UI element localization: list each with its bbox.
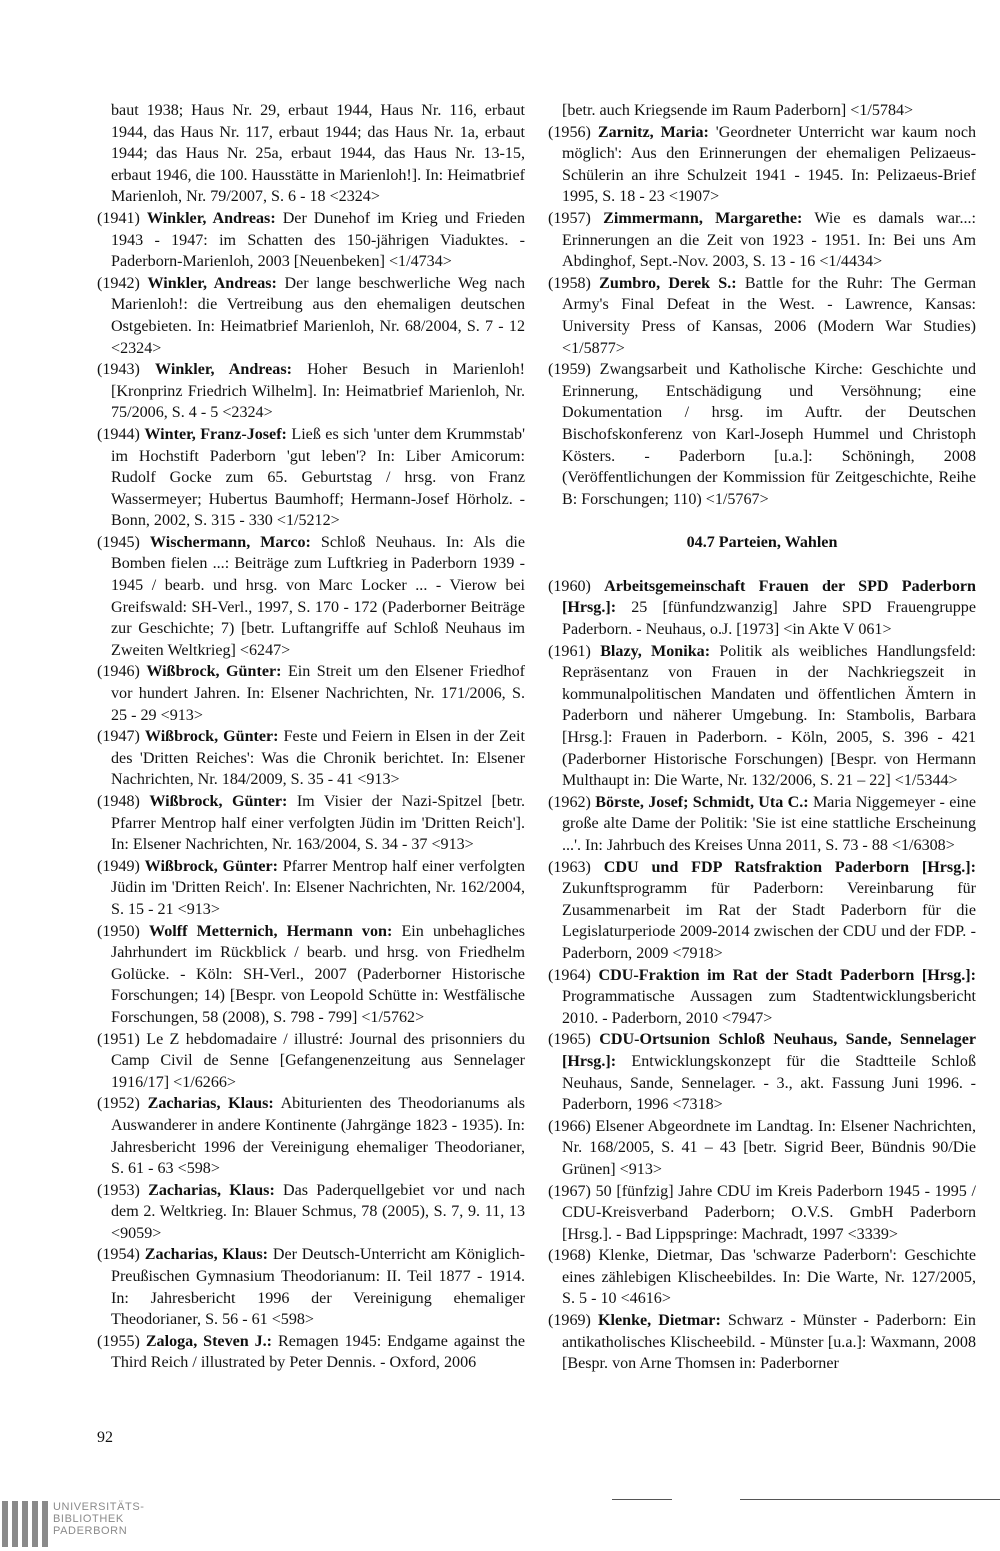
entry-number: (1953) [97, 1181, 140, 1199]
entry-text: 50 [fünfzig] Jahre CDU im Kreis Paderborn 1945 - 1995 / CDU-Kreisverband Paderborn; O.V.S. GmbH Paderborn [Hrsg.]. - Bad Lippspringe: Machradt, 1997 <3339> [562, 1182, 976, 1243]
entry-number: (1967) [548, 1182, 591, 1200]
entry-text: Im Visier der Nazi-Spitzel [betr. Pfarrer Mentrop half einer verfolgten Jüdin im 'Dritten Reich']. In: Elsener Nachrichten, Nr. 163/2004, S. 34 - 37 <913> [111, 793, 525, 854]
bibliography-entry [97, 1244, 525, 1330]
bibliography-entry [97, 661, 525, 726]
entry-text: Ein unbehagliches Jahrhundert im Rückblick / bearb. und hrsg. von Friedhelm Golücke. - Köln: SH-Verl., 2007 (Paderborner Historische Forschungen; 14) [Bespr. von Leopold Schütte in: Westfälische Forschungen, 58 (2008), S. 798 - 799] <1/5762> [111, 922, 526, 1026]
entry-text: Wie es damals war...: Erinnerungen an die Zeit von 1923 - 1951. In: Bei uns Am Abdinghof, Sept.-Nov. 2003, S. 13 - 16 <1/4434> [562, 209, 976, 271]
bibliography-entry [97, 359, 525, 424]
entry-author: Zacharias, Klaus: [148, 1181, 275, 1199]
entry-number: (1955) [97, 1332, 140, 1350]
entry-author: Winkler, Andreas: [146, 209, 276, 227]
entry-text: Zwangsarbeit und Katholische Kirche: Geschichte und Erinnerung, Entschädigung und Versöhnung; eine Dokumentation / hrsg. im Auftr. der Deutschen Bischofskonferenz von Karl-Joseph Hummel und Christoph Kösters. - Paderborn [u.a.]: Schöningh, 2008 (Veröffentlichungen der Kommission für Zeitgeschichte, Reihe B: Forschungen; 110) <1/5767> [562, 361, 976, 508]
entry-text: Entwicklungskonzept für die Stadtteile Schloß Neuhaus, Sande, Sennelager. - 3., akt. Fassung Juni 1996. - Paderborn, 1996 <7318> [562, 1052, 976, 1114]
entry-text: Klenke, Dietmar, Das 'schwarze Paderborn': Geschichte eines zählebigen Klischeebildes. In: Die Warte, Nr. 127/2005, S. 5 - 10 <4616> [562, 1247, 976, 1308]
scan-artifact-line [740, 1499, 1000, 1500]
entry-author: Wolff Metternich, Hermann von: [149, 922, 393, 940]
entry-author: Wißbrock, Günter: [144, 728, 279, 746]
entry-number: (1959) [548, 361, 591, 379]
entry-text: Ließ es sich 'unter dem Krummstab' im Hochstift Paderborn 'gut leben'? In: Liber Amicorum: Rudolf Gocke zum 65. Geburtstag / hrsg. von Franz Wassermeyer; Hubertus Baumhoff; Hermann-Josef Hörholz. - Bonn, 2002, S. 315 - 330 <1/5212> [111, 425, 525, 530]
entry-text: Der Deutsch-Unterricht am Königlich-Preußischen Gymnasium Theodorianum: II. Teil 1877 - 1914. In: Jahresbericht 1996 der Vereinigung ehemaliger Theodorianer, S. 56 - 61 <598> [111, 1246, 525, 1329]
entry-number: (1951) [97, 1030, 140, 1048]
bibliography-entry [548, 1029, 976, 1115]
entry-number: (1968) [548, 1247, 591, 1265]
entry-author: CDU-Fraktion im Rat der Stadt Paderborn [Hrsg.]: [598, 966, 976, 984]
scan-artifact-line [612, 1499, 672, 1500]
bibliography-entry [548, 857, 976, 965]
entry-number: (1956) [548, 123, 591, 141]
entry-number: (1952) [97, 1095, 140, 1113]
bibliography-entry [548, 1245, 976, 1310]
bibliography-entry [97, 921, 525, 1029]
bibliography-entry [548, 965, 976, 1030]
bibliography-entry [548, 208, 976, 273]
entry-author: Zumbro, Derek S.: [599, 274, 737, 292]
entry-number: (1943) [97, 361, 140, 379]
entry-number: (1966) [548, 1117, 591, 1135]
entry-number: (1949) [97, 857, 140, 875]
section-heading: 04.7 Parteien, Wahlen [686, 534, 838, 552]
bibliography-entry [97, 1093, 525, 1179]
entry-text: baut 1938; Haus Nr. 29, erbaut 1944, Haus Nr. 116, erbaut 1944, das Haus Nr. 117, erbaut 1944; das Haus Nr. 1a, erbaut 1944; das Haus Nr. 25a, erbaut 1944, das Haus Nr. 13-15, erbaut 1946, die 100. Hausstätte in Marienloh!]. In: Heimatbrief Marienloh, Nr. 79/2007, S. 6 - 18 <2324> [111, 102, 525, 206]
entry-number: (1961) [548, 642, 591, 660]
entry-number: (1945) [97, 533, 140, 551]
entry-number: (1944) [97, 425, 140, 443]
entry-text: Feste und Feiern in Elsen in der Zeit des 'Dritten Reiches': Was die Chronik berichtet. In: Elsener Nachrichten, Nr. 184/2009, S. 35 - 41 <913> [111, 728, 525, 789]
entry-text: Das Paderquellgebiet vor und nach dem 2. Weltkrieg. In: Blauer Schmus, 78 (2005), S. 7, 9. 11, 13 <9059> [111, 1181, 525, 1242]
entry-author: Zarnitz, Maria: [597, 123, 709, 141]
right-column [548, 100, 976, 1375]
bibliography-entry [548, 1181, 976, 1246]
entry-number: (1965) [548, 1031, 591, 1049]
entry-author: Wißbrock, Günter: [144, 857, 278, 875]
entry-author: CDU-Ortsunion Schloß Neuhaus, Sande, Sennelager [Hrsg.]: [562, 1031, 976, 1070]
bibliography-entry [97, 424, 525, 532]
entry-text: Maria Niggemeyer - eine große alte Dame der Politik: 'Sie ist eine stattliche Erscheinung ...'. In: Jahrbuch des Kreises Unna 2011, S. 73 - 88 <1/6308> [562, 793, 977, 854]
entry-author: Klenke, Dietmar: [597, 1312, 721, 1330]
bibliography-entry [97, 1029, 525, 1094]
bibliography-entry [97, 532, 525, 662]
entry-author: CDU und FDP Ratsfraktion Paderborn [Hrsg.]: [603, 858, 976, 876]
library-logo [0, 1497, 145, 1551]
entry-author: Winkler, Andreas: [155, 361, 292, 379]
logo-text [53, 1501, 145, 1537]
entry-text: Schwarz - Münster - Paderborn: Ein antikatholisches Klischeebild. - Münster [u.a.]: Waxmann, 2008 [Bespr. von Arne Thomsen in: Paderborner [562, 1312, 976, 1373]
entry-author: Börste, Josef; Schmidt, Uta C.: [595, 793, 809, 811]
bibliography-entry [548, 122, 976, 208]
bibliography-entry [97, 726, 525, 791]
entry-text: Ein Streit um den Elsener Friedhof vor hundert Jahren. In: Elsener Nachrichten, Nr. 171/2006, S. 25 - 29 <913> [111, 663, 525, 724]
entry-author: Zimmermann, Margarethe: [603, 209, 803, 227]
entry-number: (1969) [548, 1312, 591, 1330]
entry-author: Zacharias, Klaus: [144, 1246, 269, 1264]
bibliography-entry [548, 359, 976, 510]
entry-text: Programmatische Aussagen zum Stadtentwicklungsbericht 2010. - Paderborn, 2010 <7947> [562, 988, 976, 1027]
bibliography-entry [548, 1116, 976, 1181]
entry-text: Schloß Neuhaus. In: Als die Bomben fielen ...: Beiträge zum Luftkrieg in Paderborn 1939 - 1945 / bearb. und hrsg. von Marc Locker ... - Vierow bei Greifswald: SH-Verl., 1997, S. 170 - 172 (Paderborner Beiträge zur Geschichte; 7) [betr. Luftangriffe auf Schloß Neuhaus im Zweiten Weltkrieg] <6247> [111, 533, 525, 659]
entry-number: (1960) [548, 577, 591, 595]
entry-text: Hoher Besuch in Marienloh! [Kronprinz Friedrich Wilhelm]. In: Heimatbrief Marienloh, Nr. 75/2006, S. 4 - 5 <2324> [111, 361, 525, 422]
entry-number: (1957) [548, 209, 591, 227]
entry-author: Wißbrock, Günter: [149, 793, 288, 810]
entry-text: Abiturienten des Theodorianums als Auswanderer in andere Kontinente (Jahrgänge 1823 - 1935). In: Jahresbericht 1996 der Vereinigung ehemaliger Theodorianer, S. 61 - 63 <598> [111, 1095, 525, 1178]
logo-line-2: BIBLIOTHEK [53, 1513, 124, 1525]
bibliography-entry [97, 100, 525, 208]
entry-text: [betr. auch Kriegsende im Raum Paderborn] <1/5784> [562, 102, 914, 119]
entry-number: (1948) [97, 793, 140, 810]
bibliography-entry [548, 576, 976, 641]
entry-text: Le Z hebdomadaire / illustré: Journal des prisonniers du Camp Civil de Senne [Gefangenenzeitung aus Sennelager 1916/17] <1/6266> [111, 1030, 525, 1091]
entry-number: (1963) [548, 858, 591, 876]
entry-author: Wißbrock, Günter: [146, 663, 282, 681]
logo-line-3: PADERBORN [53, 1525, 128, 1537]
logo-line-1: UNIVERSITÄTS- [53, 1501, 145, 1513]
entry-author: Arbeitsgemeinschaft Frauen der SPD Paderborn [Hrsg.]: [562, 577, 976, 617]
entry-text: Zukunftsprogramm für Paderborn: Vereinbarung für Zusammenarbeit im Rat der Stadt Paderborn für die Legislaturperiode 2009-2014 zwischen der CDU und der FDP. - Paderborn, 2009 <7918> [562, 880, 976, 962]
entry-text: Elsener Abgeordnete im Landtag. In: Elsener Nachrichten, Nr. 168/2005, S. 41 – 43 [betr. Sigrid Beer, Bündnis 90/Die Grünen] <913> [562, 1117, 977, 1178]
page-number: 92 [97, 1429, 113, 1446]
bibliography-entry [97, 273, 525, 359]
bibliography-entry [97, 1180, 525, 1245]
bibliography-entry [548, 792, 976, 857]
entry-number: (1947) [97, 728, 140, 746]
bibliography-entry [97, 208, 525, 273]
bibliography-entry [97, 791, 525, 856]
entry-text: 25 [fünfundzwanzig] Jahre SPD Frauengruppe Paderborn. - Neuhaus, o.J. [1973] <in Akte V 061> [562, 599, 976, 639]
entry-number: (1946) [97, 663, 140, 681]
entry-number: (1941) [97, 209, 140, 227]
entry-author: Wischermann, Marco: [149, 533, 311, 551]
entry-text: Der lange beschwerliche Weg nach Marienloh!: die Vertreibung aus den ehemaligen deutschen Ostgebieten. In: Heimatbrief Marienloh, Nr. 68/2004, S. 7 - 12 <2324> [111, 274, 526, 357]
bibliography-entry [548, 1310, 976, 1375]
entry-text: Pfarrer Mentrop half einer verfolgten Jüdin im 'Dritten Reich'. In: Elsener Nachrichten, Nr. 162/2004, S. 15 - 21 <913> [111, 857, 526, 918]
entry-text: Der Dunehof im Krieg und Frieden 1943 - 1947: im Schatten des 150-jährigen Viaduktes. - Paderborn-Marienloh, 2003 [Neuenbeken] <1/4734> [111, 209, 526, 271]
bibliography-entry [548, 641, 976, 792]
bibliography-entry [548, 273, 976, 359]
entry-number: (1942) [97, 274, 140, 292]
entry-author: Blazy, Monika: [600, 642, 711, 660]
entry-text: Battle for the Ruhr: The German Army's Final Defeat in the West. - Lawrence, Kansas: University Press of Kansas, 2006 (Modern War Studies) <1/5877> [562, 274, 977, 357]
bibliography-entry [548, 100, 976, 122]
entry-author: Winter, Franz-Josef: [144, 425, 287, 443]
entry-number: (1964) [548, 966, 591, 984]
entry-number: (1954) [97, 1246, 140, 1264]
entry-number: (1962) [548, 793, 591, 811]
entry-author: Zacharias, Klaus: [147, 1095, 274, 1113]
left-column [97, 100, 525, 1374]
entry-text: Politik als weibliches Handlungsfeld: Repräsentanz von Frauen in der Nachkriegszeit in kommunalpolitischen Mandaten und öffentlichen Ämtern in Paderborn und näherer Umgebung. In: Stambolis, Barbara [Hrsg.]: Frauen in Paderborn. - Köln, 2005, S. 396 - 421 (Paderborner Historische Forschungen) [Bespr. von Hermann Multhaupt in: Die Warte, Nr. 132/2006, S. 21 – 22] <1/5344> [562, 642, 977, 790]
entry-number: (1958) [548, 274, 591, 292]
entry-text: 'Geordneter Unterricht war kaum noch möglich': Aus den Erinnerungen der ehemaligen Pelizaeus-Schülerin an ihre Schulzeit 1941 - 1945. In: Pelizaeus-Brief 1995, S. 18 - 23 <1907> [562, 123, 977, 206]
entry-text: Remagen 1945: Endgame against the Third Reich / illustrated by Peter Dennis. - Oxford, 2006 [111, 1332, 525, 1372]
entry-author: Zaloga, Steven J.: [145, 1332, 273, 1350]
bibliography-entry [97, 856, 525, 921]
entry-author: Winkler, Andreas: [147, 274, 277, 292]
entry-number: (1950) [97, 922, 140, 940]
bibliography-entry [97, 1331, 525, 1374]
